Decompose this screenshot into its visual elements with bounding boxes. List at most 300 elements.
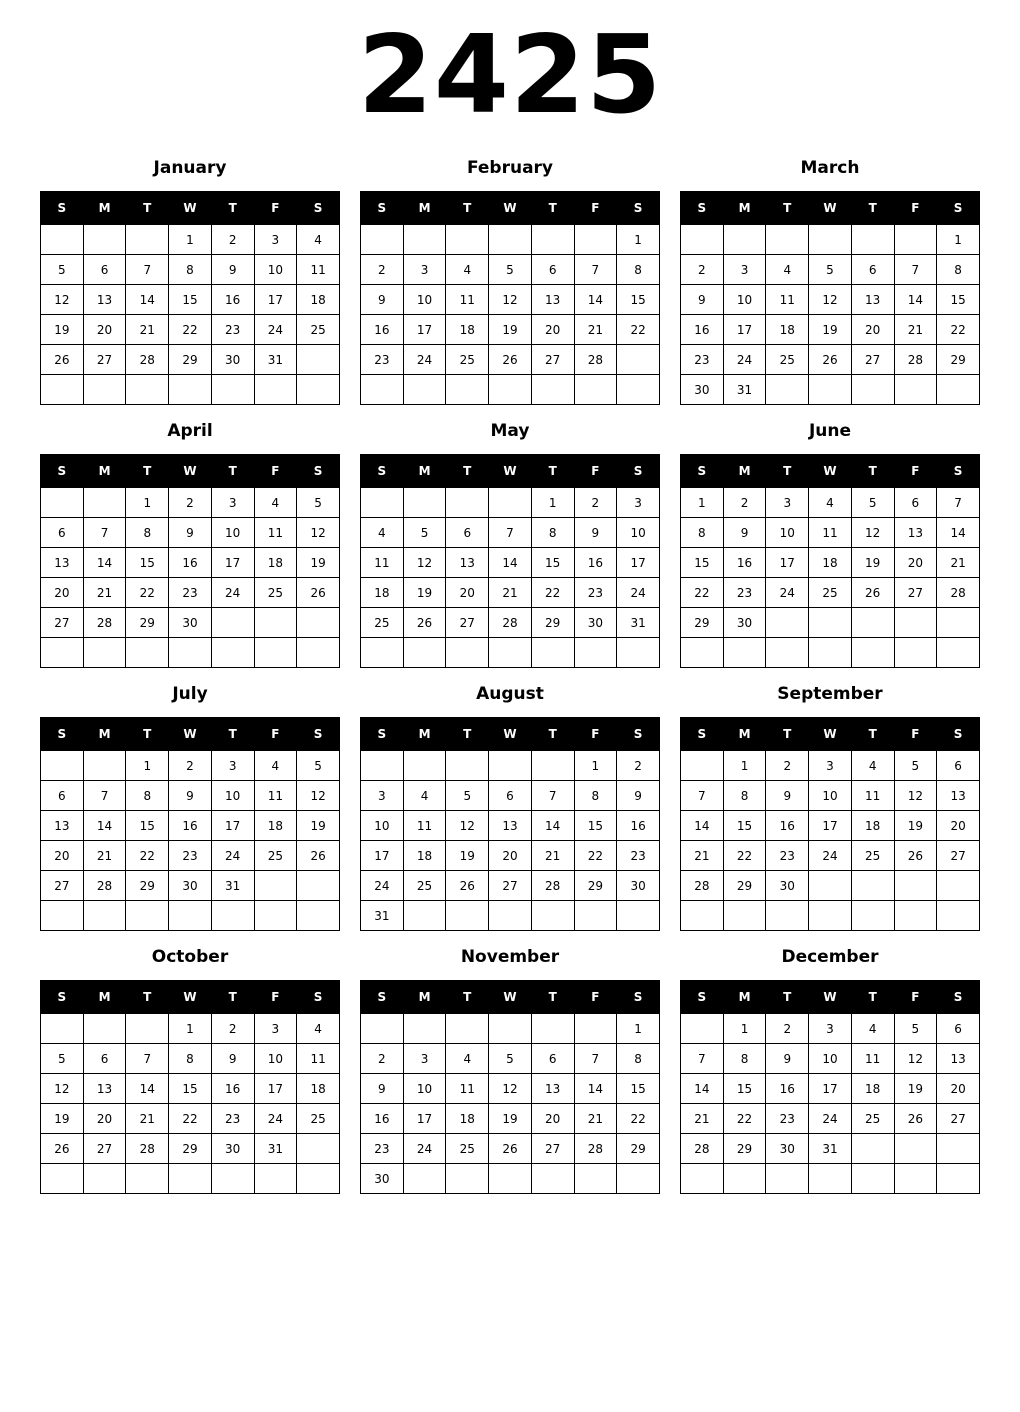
day-cell[interactable]: 14 (937, 518, 980, 548)
day-cell[interactable]: 16 (169, 811, 212, 841)
day-cell[interactable]: 1 (681, 488, 724, 518)
day-cell[interactable]: 26 (297, 841, 340, 871)
day-cell[interactable]: 22 (937, 315, 980, 345)
day-cell[interactable]: 1 (723, 751, 766, 781)
day-cell[interactable]: 12 (41, 285, 84, 315)
day-cell[interactable]: 15 (126, 548, 169, 578)
day-cell[interactable]: 14 (126, 285, 169, 315)
day-cell[interactable]: 30 (211, 1134, 254, 1164)
day-cell[interactable]: 15 (531, 548, 574, 578)
day-cell[interactable]: 1 (574, 751, 617, 781)
day-cell[interactable]: 13 (937, 781, 980, 811)
day-cell[interactable]: 22 (169, 1104, 212, 1134)
day-cell[interactable]: 23 (617, 841, 660, 871)
day-cell[interactable]: 11 (446, 1074, 489, 1104)
day-cell[interactable]: 8 (723, 1044, 766, 1074)
day-cell[interactable]: 19 (403, 578, 446, 608)
day-cell[interactable]: 19 (489, 315, 532, 345)
day-cell[interactable]: 26 (41, 345, 84, 375)
day-cell[interactable]: 19 (297, 548, 340, 578)
day-cell[interactable]: 8 (126, 781, 169, 811)
day-cell[interactable]: 4 (254, 751, 297, 781)
day-cell[interactable]: 27 (41, 871, 84, 901)
day-cell[interactable]: 10 (809, 1044, 852, 1074)
day-cell[interactable]: 27 (446, 608, 489, 638)
day-cell[interactable]: 25 (446, 1134, 489, 1164)
day-cell[interactable]: 29 (169, 1134, 212, 1164)
day-cell[interactable]: 29 (126, 608, 169, 638)
day-cell[interactable]: 22 (617, 315, 660, 345)
day-cell[interactable]: 10 (766, 518, 809, 548)
day-cell[interactable]: 10 (809, 781, 852, 811)
day-cell[interactable]: 19 (489, 1104, 532, 1134)
day-cell[interactable]: 23 (361, 345, 404, 375)
day-cell[interactable]: 18 (851, 1074, 894, 1104)
day-cell[interactable]: 5 (403, 518, 446, 548)
day-cell[interactable]: 6 (83, 255, 126, 285)
day-cell[interactable]: 14 (574, 1074, 617, 1104)
day-cell[interactable]: 24 (617, 578, 660, 608)
day-cell[interactable]: 19 (41, 315, 84, 345)
day-cell[interactable]: 24 (254, 1104, 297, 1134)
day-cell[interactable]: 22 (681, 578, 724, 608)
day-cell[interactable]: 4 (361, 518, 404, 548)
day-cell[interactable]: 21 (937, 548, 980, 578)
day-cell[interactable]: 27 (83, 345, 126, 375)
day-cell[interactable]: 14 (83, 811, 126, 841)
day-cell[interactable]: 18 (361, 578, 404, 608)
day-cell[interactable]: 3 (211, 488, 254, 518)
day-cell[interactable]: 5 (297, 488, 340, 518)
day-cell[interactable]: 29 (723, 871, 766, 901)
day-cell[interactable]: 17 (211, 548, 254, 578)
day-cell[interactable]: 9 (169, 781, 212, 811)
day-cell[interactable]: 28 (937, 578, 980, 608)
day-cell[interactable]: 17 (254, 1074, 297, 1104)
day-cell[interactable]: 2 (169, 751, 212, 781)
day-cell[interactable]: 17 (403, 315, 446, 345)
day-cell[interactable]: 6 (531, 255, 574, 285)
day-cell[interactable]: 27 (489, 871, 532, 901)
day-cell[interactable]: 9 (681, 285, 724, 315)
day-cell[interactable]: 30 (211, 345, 254, 375)
day-cell[interactable]: 25 (297, 1104, 340, 1134)
day-cell[interactable]: 9 (617, 781, 660, 811)
day-cell[interactable]: 27 (531, 345, 574, 375)
day-cell[interactable]: 18 (254, 811, 297, 841)
day-cell[interactable]: 1 (723, 1014, 766, 1044)
day-cell[interactable]: 21 (531, 841, 574, 871)
day-cell[interactable]: 5 (41, 1044, 84, 1074)
day-cell[interactable]: 14 (681, 811, 724, 841)
day-cell[interactable]: 25 (403, 871, 446, 901)
day-cell[interactable]: 30 (361, 1164, 404, 1194)
day-cell[interactable]: 26 (489, 345, 532, 375)
day-cell[interactable]: 13 (41, 548, 84, 578)
day-cell[interactable]: 16 (723, 548, 766, 578)
day-cell[interactable]: 20 (41, 841, 84, 871)
day-cell[interactable]: 20 (894, 548, 937, 578)
day-cell[interactable]: 3 (254, 1014, 297, 1044)
day-cell[interactable]: 13 (937, 1044, 980, 1074)
day-cell[interactable]: 18 (851, 811, 894, 841)
day-cell[interactable]: 14 (531, 811, 574, 841)
day-cell[interactable]: 6 (937, 751, 980, 781)
day-cell[interactable]: 12 (297, 518, 340, 548)
day-cell[interactable]: 22 (531, 578, 574, 608)
day-cell[interactable]: 16 (169, 548, 212, 578)
day-cell[interactable]: 17 (361, 841, 404, 871)
day-cell[interactable]: 31 (254, 345, 297, 375)
day-cell[interactable]: 4 (403, 781, 446, 811)
day-cell[interactable]: 17 (211, 811, 254, 841)
day-cell[interactable]: 8 (681, 518, 724, 548)
day-cell[interactable]: 20 (937, 811, 980, 841)
day-cell[interactable]: 28 (126, 345, 169, 375)
day-cell[interactable]: 29 (937, 345, 980, 375)
day-cell[interactable]: 14 (489, 548, 532, 578)
day-cell[interactable]: 6 (894, 488, 937, 518)
day-cell[interactable]: 23 (211, 315, 254, 345)
day-cell[interactable]: 10 (403, 285, 446, 315)
day-cell[interactable]: 7 (574, 1044, 617, 1074)
day-cell[interactable]: 12 (809, 285, 852, 315)
day-cell[interactable]: 8 (531, 518, 574, 548)
day-cell[interactable]: 17 (809, 811, 852, 841)
day-cell[interactable]: 25 (446, 345, 489, 375)
day-cell[interactable]: 20 (446, 578, 489, 608)
day-cell[interactable]: 26 (809, 345, 852, 375)
day-cell[interactable]: 24 (403, 1134, 446, 1164)
day-cell[interactable]: 2 (211, 225, 254, 255)
day-cell[interactable]: 5 (894, 751, 937, 781)
day-cell[interactable]: 15 (681, 548, 724, 578)
day-cell[interactable]: 21 (894, 315, 937, 345)
day-cell[interactable]: 24 (211, 578, 254, 608)
day-cell[interactable]: 27 (851, 345, 894, 375)
day-cell[interactable]: 28 (574, 345, 617, 375)
day-cell[interactable]: 12 (446, 811, 489, 841)
day-cell[interactable]: 8 (169, 1044, 212, 1074)
day-cell[interactable]: 30 (617, 871, 660, 901)
day-cell[interactable]: 3 (766, 488, 809, 518)
day-cell[interactable]: 10 (254, 1044, 297, 1074)
day-cell[interactable]: 16 (766, 1074, 809, 1104)
day-cell[interactable]: 16 (361, 315, 404, 345)
day-cell[interactable]: 3 (809, 751, 852, 781)
day-cell[interactable]: 15 (169, 285, 212, 315)
day-cell[interactable]: 15 (574, 811, 617, 841)
day-cell[interactable]: 2 (766, 751, 809, 781)
day-cell[interactable]: 21 (126, 315, 169, 345)
day-cell[interactable]: 16 (617, 811, 660, 841)
day-cell[interactable]: 4 (446, 255, 489, 285)
day-cell[interactable]: 22 (169, 315, 212, 345)
day-cell[interactable]: 13 (489, 811, 532, 841)
day-cell[interactable]: 14 (83, 548, 126, 578)
day-cell[interactable]: 30 (766, 1134, 809, 1164)
day-cell[interactable]: 9 (361, 1074, 404, 1104)
day-cell[interactable]: 27 (531, 1134, 574, 1164)
day-cell[interactable]: 31 (254, 1134, 297, 1164)
day-cell[interactable]: 11 (446, 285, 489, 315)
day-cell[interactable]: 6 (489, 781, 532, 811)
day-cell[interactable]: 31 (361, 901, 404, 931)
day-cell[interactable]: 14 (574, 285, 617, 315)
day-cell[interactable]: 4 (851, 751, 894, 781)
day-cell[interactable]: 1 (169, 225, 212, 255)
day-cell[interactable]: 17 (403, 1104, 446, 1134)
day-cell[interactable]: 13 (531, 1074, 574, 1104)
day-cell[interactable]: 14 (894, 285, 937, 315)
day-cell[interactable]: 26 (894, 841, 937, 871)
day-cell[interactable]: 7 (489, 518, 532, 548)
day-cell[interactable]: 3 (403, 1044, 446, 1074)
day-cell[interactable]: 9 (211, 1044, 254, 1074)
day-cell[interactable]: 18 (446, 315, 489, 345)
day-cell[interactable]: 29 (723, 1134, 766, 1164)
day-cell[interactable]: 9 (169, 518, 212, 548)
day-cell[interactable]: 11 (851, 781, 894, 811)
day-cell[interactable]: 21 (126, 1104, 169, 1134)
day-cell[interactable]: 22 (617, 1104, 660, 1134)
day-cell[interactable]: 17 (766, 548, 809, 578)
day-cell[interactable]: 10 (617, 518, 660, 548)
day-cell[interactable]: 3 (723, 255, 766, 285)
day-cell[interactable]: 21 (83, 841, 126, 871)
day-cell[interactable]: 22 (723, 841, 766, 871)
day-cell[interactable]: 12 (41, 1074, 84, 1104)
day-cell[interactable]: 28 (126, 1134, 169, 1164)
day-cell[interactable]: 6 (41, 518, 84, 548)
day-cell[interactable]: 8 (126, 518, 169, 548)
day-cell[interactable]: 28 (681, 871, 724, 901)
day-cell[interactable]: 15 (937, 285, 980, 315)
day-cell[interactable]: 27 (937, 1104, 980, 1134)
day-cell[interactable]: 3 (617, 488, 660, 518)
day-cell[interactable]: 16 (681, 315, 724, 345)
day-cell[interactable]: 11 (851, 1044, 894, 1074)
day-cell[interactable]: 9 (574, 518, 617, 548)
day-cell[interactable]: 15 (126, 811, 169, 841)
day-cell[interactable]: 28 (531, 871, 574, 901)
day-cell[interactable]: 18 (297, 285, 340, 315)
day-cell[interactable]: 2 (617, 751, 660, 781)
day-cell[interactable]: 4 (809, 488, 852, 518)
day-cell[interactable]: 31 (809, 1134, 852, 1164)
day-cell[interactable]: 17 (809, 1074, 852, 1104)
day-cell[interactable]: 12 (297, 781, 340, 811)
day-cell[interactable]: 18 (254, 548, 297, 578)
day-cell[interactable]: 24 (723, 345, 766, 375)
day-cell[interactable]: 18 (766, 315, 809, 345)
day-cell[interactable]: 7 (126, 1044, 169, 1074)
day-cell[interactable]: 7 (681, 1044, 724, 1074)
day-cell[interactable]: 5 (489, 1044, 532, 1074)
day-cell[interactable]: 6 (937, 1014, 980, 1044)
day-cell[interactable]: 23 (211, 1104, 254, 1134)
day-cell[interactable]: 7 (937, 488, 980, 518)
day-cell[interactable]: 4 (766, 255, 809, 285)
day-cell[interactable]: 13 (83, 1074, 126, 1104)
day-cell[interactable]: 23 (361, 1134, 404, 1164)
day-cell[interactable]: 12 (894, 1044, 937, 1074)
day-cell[interactable]: 30 (681, 375, 724, 405)
day-cell[interactable]: 7 (894, 255, 937, 285)
day-cell[interactable]: 5 (41, 255, 84, 285)
day-cell[interactable]: 20 (83, 1104, 126, 1134)
day-cell[interactable]: 21 (681, 1104, 724, 1134)
day-cell[interactable]: 7 (126, 255, 169, 285)
day-cell[interactable]: 16 (574, 548, 617, 578)
day-cell[interactable]: 5 (446, 781, 489, 811)
day-cell[interactable]: 5 (894, 1014, 937, 1044)
day-cell[interactable]: 29 (126, 871, 169, 901)
day-cell[interactable]: 25 (361, 608, 404, 638)
day-cell[interactable]: 18 (297, 1074, 340, 1104)
day-cell[interactable]: 9 (723, 518, 766, 548)
day-cell[interactable]: 7 (574, 255, 617, 285)
day-cell[interactable]: 11 (297, 1044, 340, 1074)
day-cell[interactable]: 20 (83, 315, 126, 345)
day-cell[interactable]: 30 (766, 871, 809, 901)
day-cell[interactable]: 13 (531, 285, 574, 315)
day-cell[interactable]: 24 (766, 578, 809, 608)
day-cell[interactable]: 10 (361, 811, 404, 841)
day-cell[interactable]: 13 (41, 811, 84, 841)
day-cell[interactable]: 21 (574, 1104, 617, 1134)
day-cell[interactable]: 15 (169, 1074, 212, 1104)
day-cell[interactable]: 29 (574, 871, 617, 901)
day-cell[interactable]: 1 (169, 1014, 212, 1044)
day-cell[interactable]: 28 (894, 345, 937, 375)
day-cell[interactable]: 5 (297, 751, 340, 781)
day-cell[interactable]: 30 (574, 608, 617, 638)
day-cell[interactable]: 17 (617, 548, 660, 578)
day-cell[interactable]: 28 (83, 871, 126, 901)
day-cell[interactable]: 12 (489, 1074, 532, 1104)
day-cell[interactable]: 19 (809, 315, 852, 345)
day-cell[interactable]: 9 (766, 1044, 809, 1074)
day-cell[interactable]: 10 (211, 518, 254, 548)
day-cell[interactable]: 11 (403, 811, 446, 841)
day-cell[interactable]: 11 (809, 518, 852, 548)
day-cell[interactable]: 12 (851, 518, 894, 548)
day-cell[interactable]: 19 (41, 1104, 84, 1134)
day-cell[interactable]: 4 (446, 1044, 489, 1074)
day-cell[interactable]: 12 (403, 548, 446, 578)
day-cell[interactable]: 4 (297, 225, 340, 255)
day-cell[interactable]: 18 (446, 1104, 489, 1134)
day-cell[interactable]: 23 (723, 578, 766, 608)
day-cell[interactable]: 3 (254, 225, 297, 255)
day-cell[interactable]: 26 (489, 1134, 532, 1164)
day-cell[interactable]: 24 (254, 315, 297, 345)
day-cell[interactable]: 31 (211, 871, 254, 901)
day-cell[interactable]: 28 (681, 1134, 724, 1164)
day-cell[interactable]: 18 (403, 841, 446, 871)
day-cell[interactable]: 20 (937, 1074, 980, 1104)
day-cell[interactable]: 1 (617, 1014, 660, 1044)
day-cell[interactable]: 11 (297, 255, 340, 285)
day-cell[interactable]: 10 (403, 1074, 446, 1104)
day-cell[interactable]: 30 (169, 871, 212, 901)
day-cell[interactable]: 25 (254, 578, 297, 608)
day-cell[interactable]: 20 (41, 578, 84, 608)
day-cell[interactable]: 10 (723, 285, 766, 315)
day-cell[interactable]: 2 (211, 1014, 254, 1044)
day-cell[interactable]: 26 (403, 608, 446, 638)
day-cell[interactable]: 21 (489, 578, 532, 608)
day-cell[interactable]: 23 (169, 578, 212, 608)
day-cell[interactable]: 30 (169, 608, 212, 638)
day-cell[interactable]: 18 (809, 548, 852, 578)
day-cell[interactable]: 4 (254, 488, 297, 518)
day-cell[interactable]: 25 (766, 345, 809, 375)
day-cell[interactable]: 5 (489, 255, 532, 285)
day-cell[interactable]: 29 (617, 1134, 660, 1164)
day-cell[interactable]: 25 (297, 315, 340, 345)
day-cell[interactable]: 31 (617, 608, 660, 638)
day-cell[interactable]: 22 (574, 841, 617, 871)
day-cell[interactable]: 3 (211, 751, 254, 781)
day-cell[interactable]: 6 (446, 518, 489, 548)
day-cell[interactable]: 16 (766, 811, 809, 841)
day-cell[interactable]: 9 (361, 285, 404, 315)
day-cell[interactable]: 19 (851, 548, 894, 578)
day-cell[interactable]: 23 (169, 841, 212, 871)
day-cell[interactable]: 27 (894, 578, 937, 608)
day-cell[interactable]: 30 (723, 608, 766, 638)
day-cell[interactable]: 25 (809, 578, 852, 608)
day-cell[interactable]: 25 (254, 841, 297, 871)
day-cell[interactable]: 24 (211, 841, 254, 871)
day-cell[interactable]: 26 (446, 871, 489, 901)
day-cell[interactable]: 11 (361, 548, 404, 578)
day-cell[interactable]: 15 (617, 1074, 660, 1104)
day-cell[interactable]: 23 (766, 1104, 809, 1134)
day-cell[interactable]: 14 (126, 1074, 169, 1104)
day-cell[interactable]: 13 (446, 548, 489, 578)
day-cell[interactable]: 8 (937, 255, 980, 285)
day-cell[interactable]: 22 (126, 578, 169, 608)
day-cell[interactable]: 4 (297, 1014, 340, 1044)
day-cell[interactable]: 13 (851, 285, 894, 315)
day-cell[interactable]: 4 (851, 1014, 894, 1044)
day-cell[interactable]: 29 (531, 608, 574, 638)
day-cell[interactable]: 2 (169, 488, 212, 518)
day-cell[interactable]: 26 (851, 578, 894, 608)
day-cell[interactable]: 21 (83, 578, 126, 608)
day-cell[interactable]: 2 (723, 488, 766, 518)
day-cell[interactable]: 1 (617, 225, 660, 255)
day-cell[interactable]: 17 (723, 315, 766, 345)
day-cell[interactable]: 21 (681, 841, 724, 871)
day-cell[interactable]: 19 (894, 811, 937, 841)
day-cell[interactable]: 11 (254, 781, 297, 811)
day-cell[interactable]: 7 (83, 518, 126, 548)
day-cell[interactable]: 5 (809, 255, 852, 285)
day-cell[interactable]: 11 (766, 285, 809, 315)
day-cell[interactable]: 26 (894, 1104, 937, 1134)
day-cell[interactable]: 2 (574, 488, 617, 518)
day-cell[interactable]: 24 (403, 345, 446, 375)
day-cell[interactable]: 13 (83, 285, 126, 315)
day-cell[interactable]: 27 (83, 1134, 126, 1164)
day-cell[interactable]: 3 (361, 781, 404, 811)
day-cell[interactable]: 5 (851, 488, 894, 518)
day-cell[interactable]: 24 (809, 1104, 852, 1134)
